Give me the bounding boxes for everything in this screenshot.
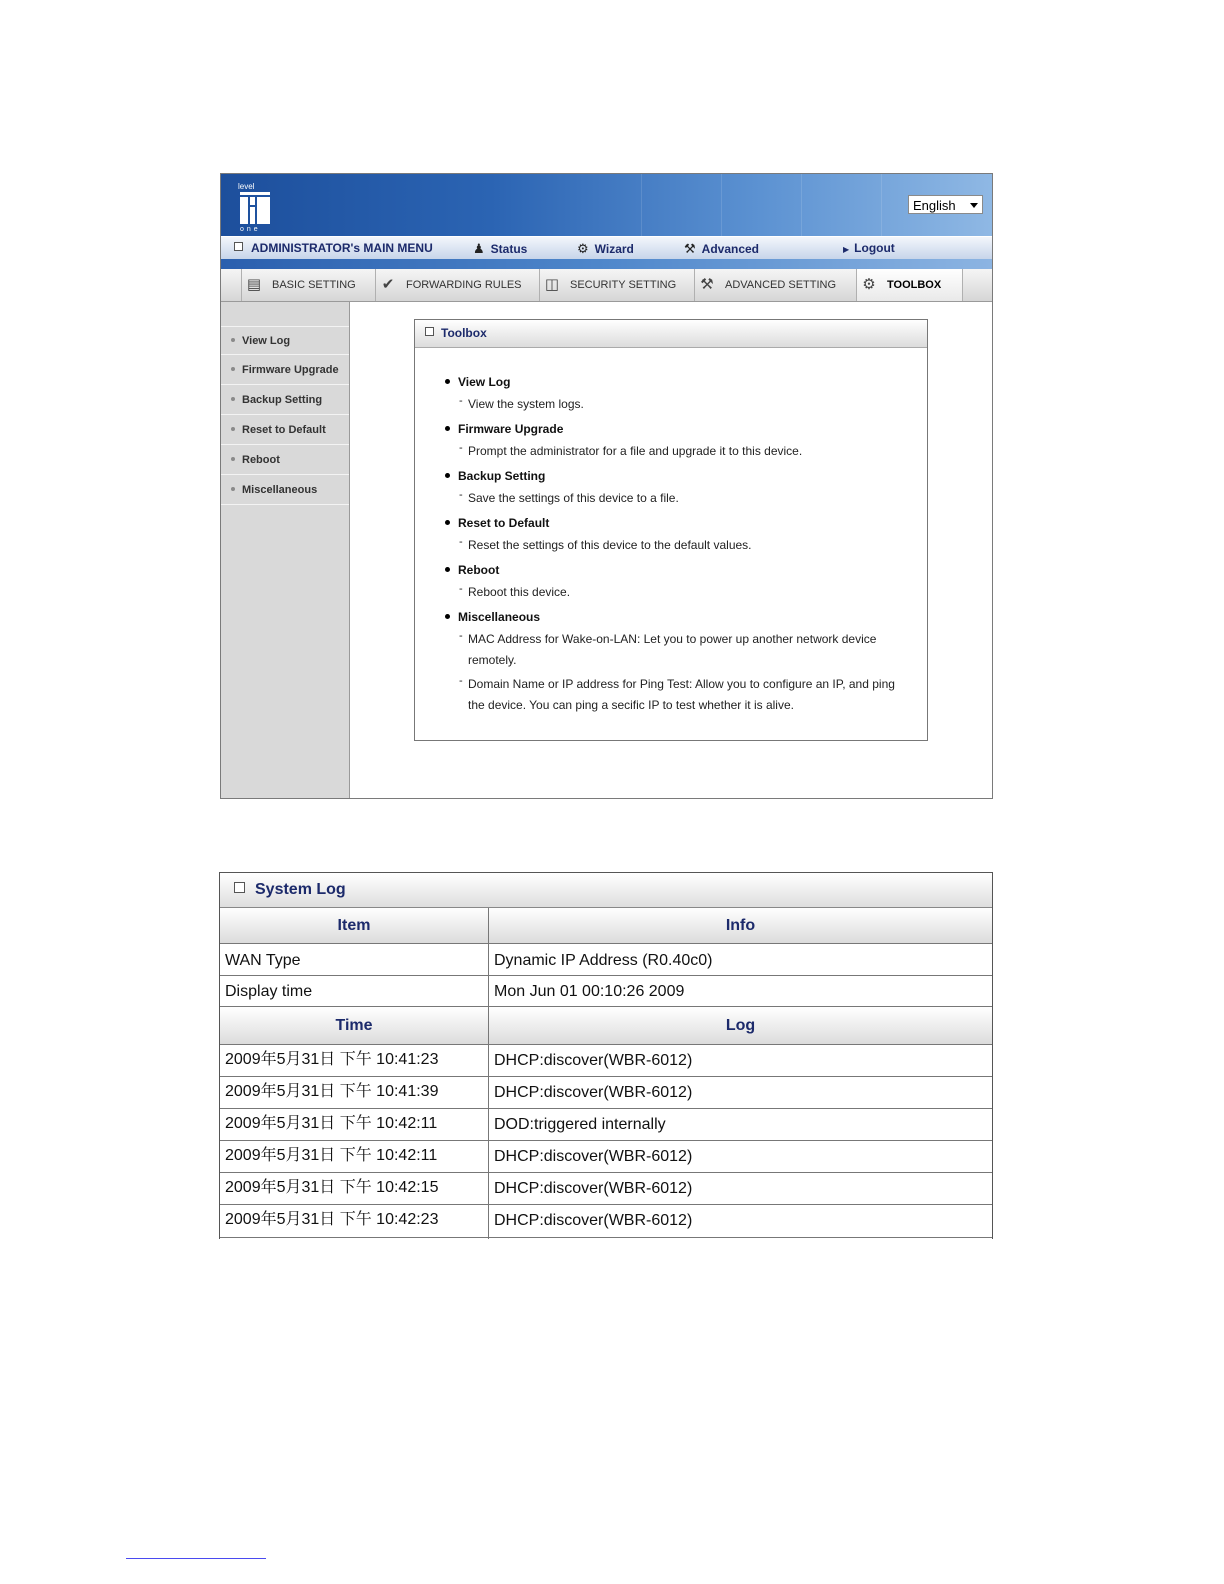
table-cell: DHCP:discover(WBR-6012) — [489, 1141, 992, 1173]
toolbox-desc: - Domain Name or IP address for Ping Test: Allow you to configure an IP, and ping the device. You can ping a secific IP to test whether it is alive. — [459, 675, 895, 712]
router-admin-screenshot — [220, 173, 993, 799]
dot-icon — [231, 367, 235, 371]
table-cell: DHCP:discover(WBR-6012) — [489, 1077, 992, 1109]
system-log-table — [219, 872, 993, 1239]
toolbox-desc: - View the system logs. — [459, 395, 584, 411]
menu-status[interactable]: ♟ Status — [473, 241, 528, 256]
toolbox-icon: ⚙ — [862, 276, 876, 293]
main-menu-title: ADMINISTRATOR's MAIN MENU — [234, 241, 433, 255]
toolbox-title: Toolbox — [425, 326, 487, 340]
sidebar-item-miscellaneous[interactable]: Miscellaneous — [221, 476, 349, 505]
toolbox-item-miscellaneous[interactable]: Miscellaneous — [445, 610, 540, 624]
tab-forwarding-rules[interactable]: ✔ FORWARDING RULES — [376, 269, 540, 301]
svg-text:one: one — [240, 226, 261, 232]
column-divider — [488, 908, 489, 1239]
header-banner — [221, 174, 992, 236]
table-cell: 2009年5月31日 下午 10:42:15 — [220, 1173, 488, 1205]
bullet-icon — [445, 379, 450, 384]
square-icon — [425, 327, 434, 336]
main-menu-bar — [221, 236, 992, 260]
chevron-down-icon — [970, 203, 978, 208]
tab-security-setting[interactable]: ◫ SECURITY SETTING — [540, 269, 695, 301]
security-setting-icon: ◫ — [544, 276, 560, 293]
bullet-icon — [445, 520, 450, 525]
column-header-time: Time — [220, 1007, 488, 1045]
system-log-title-bar — [220, 873, 992, 908]
table-cell: WAN Type — [220, 945, 488, 976]
toolbox-desc: - Prompt the administrator for a file and upgrade it to this device. — [459, 442, 803, 458]
table-cell: DHCP:discover(WBR-6012) — [489, 1205, 992, 1238]
bullet-icon — [445, 473, 450, 478]
wizard-icon: ⚙ — [577, 241, 589, 256]
levelone-logo — [237, 180, 275, 232]
table-cell: 2009年5月31日 下午 10:42:11 — [220, 1109, 488, 1141]
sidebar-item-firmware-upgrade[interactable]: Firmware Upgrade — [221, 356, 349, 385]
dot-icon — [231, 338, 235, 342]
sidebar-item-backup-setting[interactable]: Backup Setting — [221, 386, 349, 415]
table-cell: DHCP:discover(WBR-6012) — [489, 1173, 992, 1205]
menu-advanced[interactable]: ⚒ Advanced — [684, 241, 760, 256]
menu-wizard[interactable]: ⚙ Wizard — [577, 241, 634, 256]
table-cell: DOD:triggered internally — [489, 1109, 992, 1141]
sidebar-item-reset-to-default[interactable]: Reset to Default — [221, 416, 349, 445]
advanced-icon: ⚒ — [684, 241, 696, 256]
forwarding-rules-icon: ✔ — [381, 276, 395, 293]
dot-icon — [231, 397, 235, 401]
bullet-icon — [445, 426, 450, 431]
toolbox-item-reset-to-default[interactable]: Reset to Default — [445, 516, 549, 530]
dot-icon — [231, 487, 235, 491]
table-cell: Display time — [220, 976, 488, 1007]
svg-text:level: level — [238, 182, 255, 191]
tab-toolbox[interactable]: ⚙ TOOLBOX — [857, 269, 963, 301]
toolbox-item-firmware-upgrade[interactable]: Firmware Upgrade — [445, 422, 563, 436]
toolbox-panel — [414, 319, 928, 741]
settings-tab-bar — [221, 269, 992, 302]
table-cell: 2009年5月31日 下午 10:41:39 — [220, 1077, 488, 1109]
table-cell: Dynamic IP Address (R0.40c0) — [489, 945, 992, 976]
toolbox-title-bar — [415, 320, 927, 348]
advanced-setting-icon: ⚒ — [700, 276, 714, 293]
system-log-title: System Log — [234, 881, 346, 899]
column-header-item: Item — [220, 908, 488, 944]
toolbox-item-reboot[interactable]: Reboot — [445, 563, 499, 577]
language-select[interactable]: English — [908, 195, 983, 214]
table-cell: 2009年5月31日 下午 10:42:23 — [220, 1205, 488, 1238]
bullet-icon — [445, 614, 450, 619]
table-cell: 2009年5月31日 下午 10:42:11 — [220, 1141, 488, 1173]
tab-basic-setting[interactable]: ▤ BASIC SETTING — [241, 269, 376, 301]
toolbox-desc: - MAC Address for Wake-on-LAN: Let you to power up another network device remotely. — [459, 630, 877, 667]
sidebar-item-view-log[interactable]: View Log — [221, 326, 349, 355]
menu-logout[interactable]: ▶ Logout — [843, 241, 895, 255]
square-icon — [234, 882, 245, 893]
column-header-info: Info — [489, 908, 992, 944]
toolbox-item-view-log[interactable]: View Log — [445, 375, 510, 389]
column-header-log: Log — [489, 1007, 992, 1045]
toolbox-sidebar — [221, 302, 350, 798]
dot-icon — [231, 427, 235, 431]
toolbox-desc: - Reset the settings of this device to the default values. — [459, 536, 752, 552]
square-icon — [234, 242, 243, 251]
toolbox-desc: - Reboot this device. — [459, 583, 571, 599]
sidebar-item-reboot[interactable]: Reboot — [221, 446, 349, 475]
banner-strip — [221, 259, 992, 269]
tab-advanced-setting[interactable]: ⚒ ADVANCED SETTING — [695, 269, 857, 301]
table-cell: Mon Jun 01 00:10:26 2009 — [489, 976, 992, 1007]
bullet-icon — [445, 567, 450, 572]
status-person-icon: ♟ — [473, 241, 485, 256]
table-cell: 2009年5月31日 下午 10:41:23 — [220, 1045, 488, 1077]
toolbox-desc: - Save the settings of this device to a file. — [459, 489, 679, 505]
basic-setting-icon: ▤ — [246, 276, 262, 293]
dot-icon — [231, 457, 235, 461]
toolbox-item-backup-setting[interactable]: Backup Setting — [445, 469, 545, 483]
triangle-right-icon: ▶ — [843, 245, 850, 254]
table-cell: DHCP:discover(WBR-6012) — [489, 1045, 992, 1077]
footnote-rule — [126, 1558, 266, 1559]
